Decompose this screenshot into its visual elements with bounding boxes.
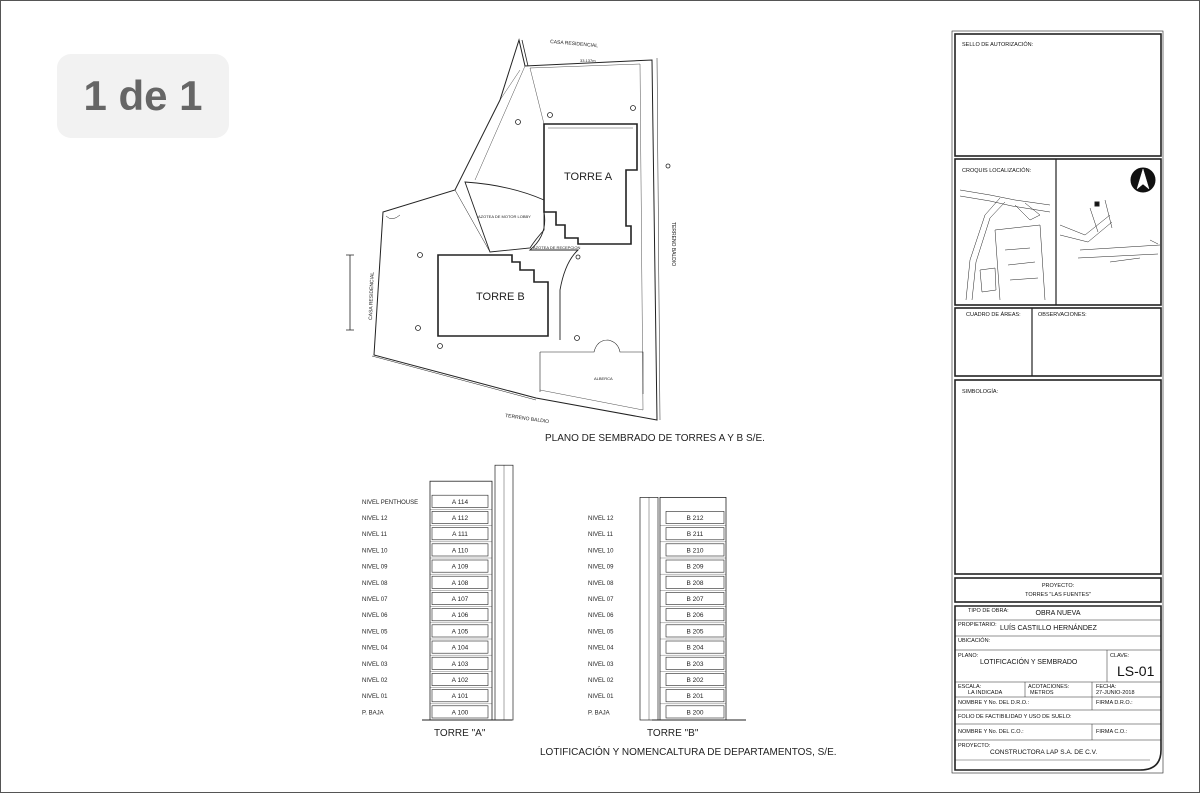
level-label: NIVEL 12 — [362, 516, 388, 522]
label-alberca: ALBERCA — [594, 376, 613, 381]
level-label: NIVEL 05 — [588, 629, 614, 636]
level-label: NIVEL 11 — [588, 532, 614, 539]
elevations-title: LOTIFICACIÓN Y NOMENCALTURA DE DEPARTAMENTOS, S/E. — [540, 747, 837, 758]
site-plan-labels — [368, 39, 765, 444]
level-label: NIVEL 08 — [362, 580, 388, 587]
level-label: NIVEL 06 — [362, 613, 388, 620]
unit-label: B 210 — [686, 547, 704, 555]
unit-label: A 102 — [451, 677, 469, 684]
dro-label: NOMBRE Y No. DEL D.R.O.: — [958, 700, 1030, 706]
site-plan — [346, 40, 670, 420]
unit-label: A 103 — [451, 660, 469, 668]
tower-a-elevation-label: TORRE "A" — [434, 728, 486, 739]
level-label: NIVEL 06 — [588, 613, 614, 620]
acotaciones-label: ACOTACIONES: — [1028, 684, 1070, 690]
tipo-obra-label: TIPO DE OBRA: — [968, 608, 1009, 614]
elevation-tower-b — [588, 497, 746, 720]
label-dim-top: 33.137m — [580, 58, 596, 63]
proyecto2-label: PROYECTO: — [958, 743, 991, 749]
unit-label: B 204 — [686, 644, 704, 652]
unit-label: B 201 — [686, 693, 704, 701]
sello-box — [955, 34, 1161, 156]
croquis-map — [960, 190, 1160, 300]
level-label: NIVEL 03 — [588, 661, 614, 668]
unit-label: A 114 — [451, 498, 469, 506]
proyecto-label: PROYECTO: — [1041, 583, 1075, 589]
unit-label: A 110 — [451, 547, 469, 555]
unit-label: A 108 — [451, 579, 469, 587]
plano-value: LOTIFICACIÓN Y SEMBRADO — [980, 659, 1078, 666]
fecha-label: FECHA: — [1096, 684, 1117, 690]
croquis-label: CROQUIS LOCALIZACIÓN: — [962, 168, 1032, 174]
level-label: NIVEL 04 — [588, 645, 614, 652]
lot-boundary — [374, 40, 657, 420]
propietario-label: PROPIETARIO: — [958, 622, 997, 628]
escala-value: LA INDICADA — [968, 690, 1003, 696]
elevation-tower-a — [362, 465, 513, 720]
simbologia-box — [955, 380, 1161, 574]
tipo-obra-value: OBRA NUEVA — [1035, 610, 1081, 617]
alberca-outline — [540, 340, 643, 394]
cuadro-areas-label: CUADRO DE ÁREAS: — [966, 312, 1021, 318]
propietario-value: LUÍS CASTILLO HERNÁNDEZ — [1000, 625, 1097, 632]
label-casa-residencial-left: CASA RESIDENCIAL — [368, 271, 376, 321]
fecha-value: 27-JUNIO-2018 — [1096, 690, 1135, 696]
unit-label: A 107 — [451, 596, 469, 603]
unit-label: A 106 — [451, 612, 469, 620]
observaciones-label: OBSERVACIONES: — [1038, 312, 1087, 318]
level-label: NIVEL 04 — [362, 645, 388, 652]
unit-label: B 203 — [686, 660, 704, 668]
constructora-value: CONSTRUCTORA LAP S.A. DE C.V. — [990, 749, 1098, 756]
simbologia-label: SIMBOLOGÍA: — [962, 389, 999, 395]
level-label: NIVEL 02 — [362, 678, 388, 684]
unit-label: B 209 — [686, 563, 704, 571]
tower-b-label: TORRE B — [476, 291, 525, 303]
unit-label: A 109 — [451, 563, 469, 571]
unit-label: B 208 — [686, 579, 704, 587]
unit-label: B 212 — [686, 515, 704, 522]
page-indicator: 1 de 1 — [57, 54, 229, 138]
label-terreno-baldio-right: TERRENO BALDIO — [670, 222, 676, 267]
unit-label: A 100 — [451, 709, 469, 717]
level-label: NIVEL 08 — [588, 580, 614, 587]
level-label: NIVEL 11 — [362, 532, 388, 539]
folio-label: FOLIO DE FACTIBILIDAD Y USO DE SUELO: — [958, 714, 1072, 720]
unit-label: A 104 — [451, 644, 469, 652]
label-azotea-recepcion: AZOTEA DE RECEPCION — [533, 245, 581, 250]
label-casa-residencial-top: CASA RESIDENCIAL — [549, 39, 599, 50]
escala-label: ESCALA: — [958, 684, 982, 690]
co-label: NOMBRE Y No. DEL C.O.: — [958, 729, 1024, 735]
label-terreno-baldio-bottom: TERRENO BALDIO — [504, 413, 550, 426]
label-azotea-motor-lobby: AZOTEA DE MOTOR LOBBY — [478, 214, 531, 219]
unit-label: B 206 — [686, 612, 704, 620]
level-label: NIVEL PENTHOUSE — [362, 499, 419, 506]
level-label: P. BAJA — [588, 710, 610, 717]
unit-label: B 207 — [686, 596, 704, 603]
level-label: NIVEL 01 — [588, 694, 614, 701]
site-plan-title: PLANO DE SEMBRADO DE TORRES A Y B S/E. — [545, 433, 765, 444]
tower-a-label: TORRE A — [564, 171, 613, 183]
level-label: NIVEL 03 — [362, 661, 388, 668]
tower-a-outline — [544, 124, 637, 244]
proyecto-box — [955, 578, 1161, 602]
sello-label: SELLO DE AUTORIZACIÓN: — [962, 42, 1034, 48]
level-label: NIVEL 01 — [362, 694, 388, 701]
level-label: NIVEL 07 — [588, 597, 614, 603]
unit-label: A 101 — [451, 693, 469, 701]
ubicacion-label: UBICACIÓN: — [958, 638, 991, 644]
level-label: NIVEL 07 — [362, 597, 388, 603]
unit-label: A 105 — [451, 628, 469, 636]
unit-label: B 200 — [686, 709, 704, 717]
clave-value: LS-01 — [1117, 663, 1155, 679]
level-label: NIVEL 09 — [588, 564, 614, 571]
level-label: NIVEL 09 — [362, 564, 388, 571]
level-label: NIVEL 02 — [588, 678, 614, 684]
acotaciones-value: METROS — [1030, 690, 1054, 696]
unit-label: B 211 — [686, 531, 704, 539]
unit-label: A 111 — [452, 531, 468, 539]
proyecto-value: TORRES "LAS FUENTES" — [1025, 592, 1091, 598]
level-label: NIVEL 05 — [362, 629, 388, 636]
unit-label: B 202 — [686, 677, 704, 684]
level-label: NIVEL 10 — [362, 548, 388, 555]
croquis-box — [955, 159, 1161, 305]
level-label: NIVEL 10 — [588, 548, 614, 555]
plano-label: PLANO: — [958, 653, 979, 659]
unit-label: B 205 — [686, 628, 704, 636]
firma-dro-label: FIRMA D.R.O.: — [1096, 700, 1133, 706]
level-label: P. BAJA — [362, 710, 384, 717]
clave-label: CLAVE: — [1110, 653, 1130, 659]
unit-label: A 112 — [451, 515, 469, 522]
firma-co-label: FIRMA C.O.: — [1096, 729, 1128, 735]
level-label: NIVEL 12 — [588, 516, 614, 522]
tower-b-elevation-label: TORRE "B" — [647, 728, 699, 739]
areas-box — [955, 308, 1161, 376]
